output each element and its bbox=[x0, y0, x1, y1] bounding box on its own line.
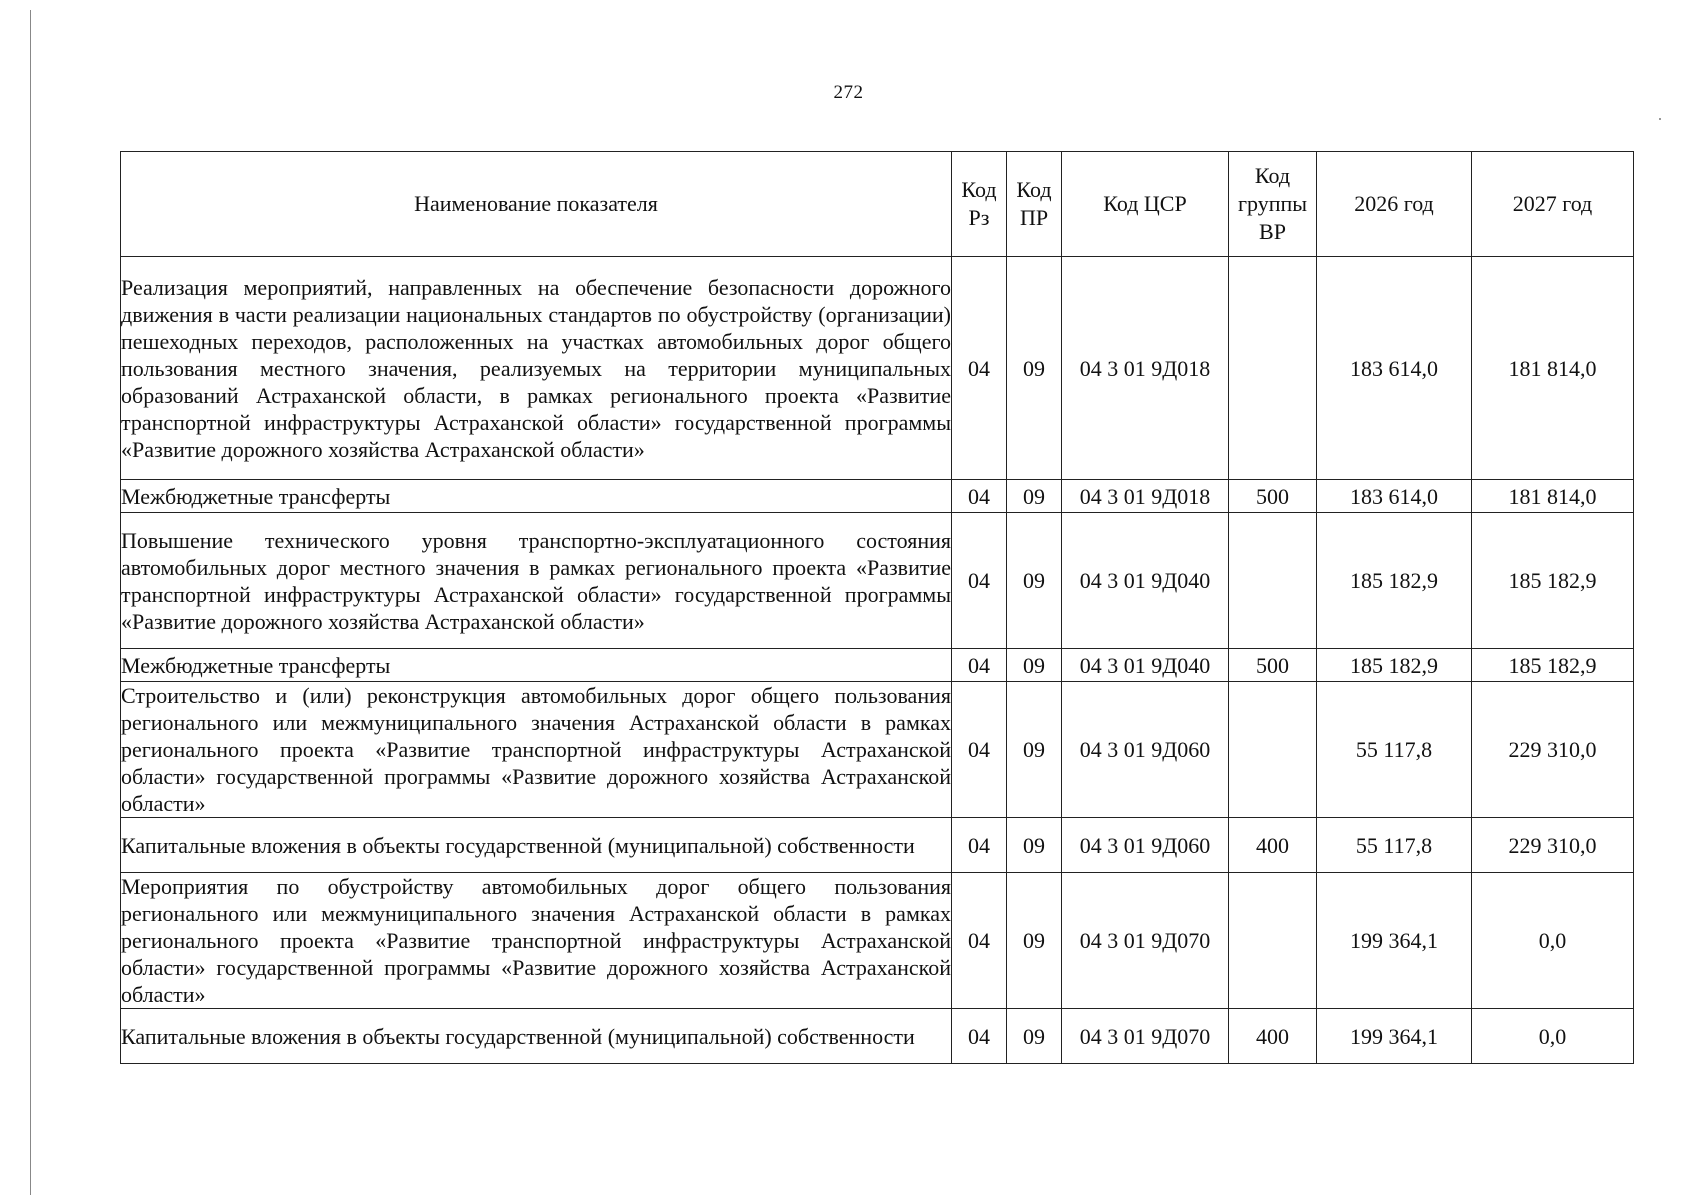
header-2027: 2027 год bbox=[1472, 152, 1634, 257]
table-row bbox=[121, 682, 1634, 818]
row-2026: 185 182,9 bbox=[1317, 513, 1472, 649]
table-row bbox=[121, 480, 1634, 513]
table-row bbox=[121, 818, 1634, 873]
row-rz: 04 bbox=[952, 480, 1007, 513]
header-name: Наименование показателя bbox=[121, 152, 952, 257]
row-rz: 04 bbox=[952, 682, 1007, 818]
row-rz: 04 bbox=[952, 1009, 1007, 1064]
row-vr: 500 bbox=[1229, 649, 1317, 682]
row-csr: 04 3 01 9Д040 bbox=[1062, 649, 1229, 682]
budget-table bbox=[120, 151, 1634, 1064]
row-pr: 09 bbox=[1007, 649, 1062, 682]
scan-speck bbox=[1659, 118, 1661, 120]
row-csr: 04 3 01 9Д070 bbox=[1062, 1009, 1229, 1064]
row-pr: 09 bbox=[1007, 682, 1062, 818]
row-rz: 04 bbox=[952, 818, 1007, 873]
row-pr: 09 bbox=[1007, 818, 1062, 873]
row-name: Капитальные вложения в объекты государственной (муниципальной) собственности bbox=[121, 818, 952, 873]
table-row bbox=[121, 513, 1634, 649]
row-2026: 185 182,9 bbox=[1317, 649, 1472, 682]
row-pr: 09 bbox=[1007, 513, 1062, 649]
scan-edge-line bbox=[30, 10, 31, 1195]
row-name: Повышение технического уровня транспортно-эксплуатационного состояния автомобильных дорог местного значения в рамках регионального проекта «Развитие транспортной инфраструктуры Астраханской области» государственной программы «Развитие дорожного хозяйства Астраханской области» bbox=[121, 513, 952, 649]
page-number: 272 bbox=[833, 82, 864, 103]
row-rz: 04 bbox=[952, 257, 1007, 480]
row-pr: 09 bbox=[1007, 873, 1062, 1009]
row-vr bbox=[1229, 513, 1317, 649]
row-2026: 183 614,0 bbox=[1317, 480, 1472, 513]
row-2026: 199 364,1 bbox=[1317, 873, 1472, 1009]
header-2026: 2026 год bbox=[1317, 152, 1472, 257]
row-2026: 55 117,8 bbox=[1317, 818, 1472, 873]
row-vr bbox=[1229, 873, 1317, 1009]
row-vr bbox=[1229, 682, 1317, 818]
row-2026: 55 117,8 bbox=[1317, 682, 1472, 818]
header-csr: Код ЦСР bbox=[1062, 152, 1229, 257]
row-2026: 183 614,0 bbox=[1317, 257, 1472, 480]
row-csr: 04 3 01 9Д060 bbox=[1062, 818, 1229, 873]
row-csr: 04 3 01 9Д018 bbox=[1062, 257, 1229, 480]
row-name: Мероприятия по обустройству автомобильных дорог общего пользования регионального или межмуниципального значения Астраханской области в рамках регионального проекта «Развитие транспортной инфраструктуры Астраханской области» государственной программы «Развитие дорожного хозяйства Астраханской области» bbox=[121, 874, 951, 1007]
row-csr: 04 3 01 9Д070 bbox=[1062, 873, 1229, 1009]
row-2027: 229 310,0 bbox=[1472, 682, 1634, 818]
row-2027: 185 182,9 bbox=[1472, 649, 1634, 682]
table-row bbox=[121, 649, 1634, 682]
row-vr: 400 bbox=[1229, 818, 1317, 873]
row-rz: 04 bbox=[952, 513, 1007, 649]
row-2026: 199 364,1 bbox=[1317, 1009, 1472, 1064]
header-pr: Код ПР bbox=[1007, 152, 1062, 257]
row-2027: 181 814,0 bbox=[1472, 257, 1634, 480]
table-row bbox=[121, 257, 1634, 480]
row-name: Межбюджетные трансферты bbox=[121, 480, 952, 513]
row-2027: 185 182,9 bbox=[1472, 513, 1634, 649]
row-pr: 09 bbox=[1007, 257, 1062, 480]
row-vr: 500 bbox=[1229, 480, 1317, 513]
row-name: Строительство и (или) реконструкция автомобильных дорог общего пользования регионального или межмуниципального значения Астраханской области в рамках регионального проекта «Развитие транспортной инфраструктуры Астраханской области» государственной программы «Развитие дорожного хозяйства Астраханской области» bbox=[121, 683, 951, 816]
row-csr: 04 3 01 9Д040 bbox=[1062, 513, 1229, 649]
table-header-row bbox=[121, 152, 1634, 257]
header-rz: Код Рз bbox=[952, 152, 1007, 257]
row-2027: 0,0 bbox=[1472, 873, 1634, 1009]
row-pr: 09 bbox=[1007, 480, 1062, 513]
row-2027: 229 310,0 bbox=[1472, 818, 1634, 873]
table-row bbox=[121, 1009, 1634, 1064]
row-vr: 400 bbox=[1229, 1009, 1317, 1064]
row-name: Капитальные вложения в объекты государственной (муниципальной) собственности bbox=[121, 1009, 952, 1064]
row-name: Реализация мероприятий, направленных на обеспечение безопасности дорожного движения в части реализации национальных стандартов по обустройству (организации) пешеходных переходов, расположенных на участках автомобильных дорог общего пользования местного значения, реализуемых на территории муниципальных образований Астраханской области, в рамках регионального проекта «Развитие транспортной инфраструктуры Астраханской области» государственной программы «Развитие дорожного хозяйства Астраханской области» bbox=[121, 257, 952, 480]
header-vr: Код группы ВР bbox=[1229, 152, 1317, 257]
row-rz: 04 bbox=[952, 873, 1007, 1009]
row-csr: 04 3 01 9Д018 bbox=[1062, 480, 1229, 513]
row-2027: 0,0 bbox=[1472, 1009, 1634, 1064]
table-row bbox=[121, 873, 1634, 1009]
row-csr: 04 3 01 9Д060 bbox=[1062, 682, 1229, 818]
row-pr: 09 bbox=[1007, 1009, 1062, 1064]
row-2027: 181 814,0 bbox=[1472, 480, 1634, 513]
row-name: Межбюджетные трансферты bbox=[121, 649, 952, 682]
row-vr bbox=[1229, 257, 1317, 480]
row-rz: 04 bbox=[952, 649, 1007, 682]
